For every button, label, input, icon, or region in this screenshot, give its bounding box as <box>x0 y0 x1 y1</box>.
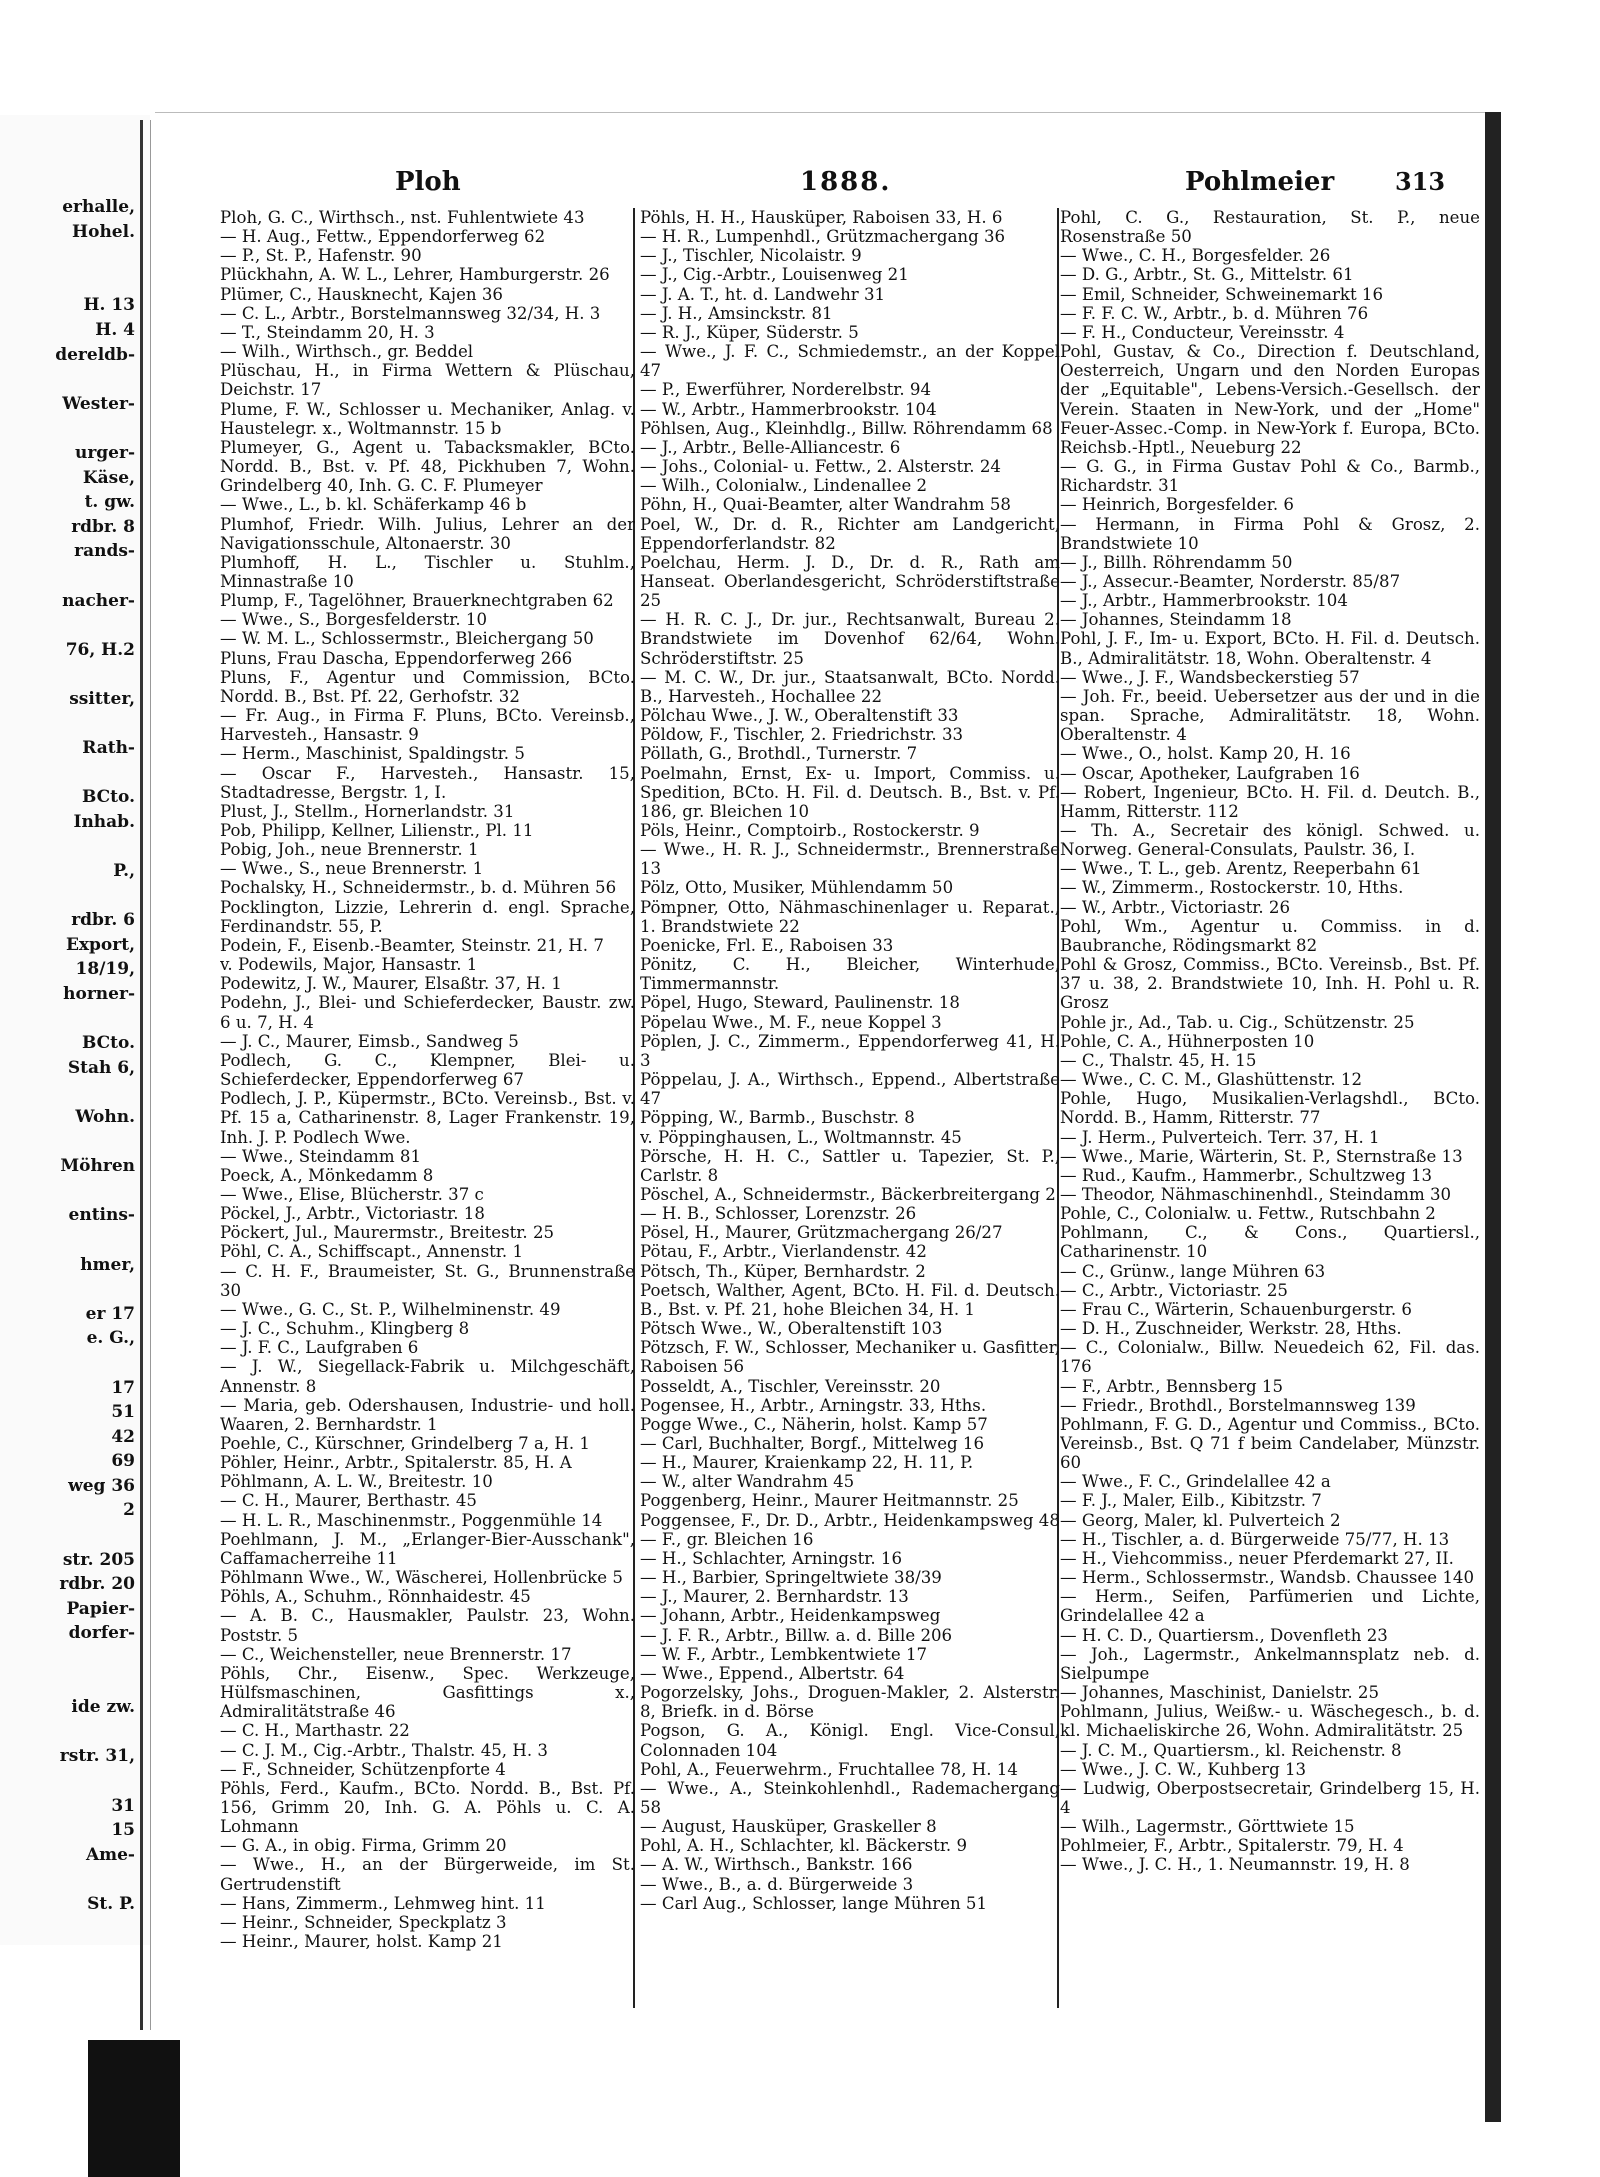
directory-entry: Posseldt, A., Tischler, Vereinsstr. 20 <box>640 1376 941 1396</box>
fragment-line <box>0 834 135 859</box>
fragment-line: Wester- <box>62 393 135 414</box>
directory-entry: — C., Arbtr., Victoriastr. 25 <box>1060 1280 1288 1300</box>
directory-entry: — J. F. R., Arbtr., Billw. a. d. Bille 206 <box>640 1625 953 1645</box>
directory-entry: — C., Weichensteller, neue Brennerstr. 17 <box>220 1644 572 1664</box>
directory-entry: — Wwe., S., Borgesfelderstr. 10 <box>220 610 488 630</box>
directory-entry: — Wwe., Eppend., Albertstr. 64 <box>640 1663 905 1683</box>
directory-entry: Pobig, Joh., neue Brennerstr. 1 <box>220 840 479 860</box>
fragment-line <box>0 1080 135 1105</box>
directory-entry: — H., Schlachter, Arningstr. 16 <box>640 1548 903 1568</box>
fragment-line: erhalle, <box>62 197 135 217</box>
directory-entry: Pöpel, Hugo, Steward, Paulinenstr. 18 <box>640 993 960 1013</box>
directory-entry: Pöpelau Wwe., M. F., neue Koppel 3 <box>640 1012 942 1032</box>
directory-entry: — W., Zimmerm., Rostockerstr. 10, Hths. <box>1060 878 1404 898</box>
directory-entry: Poeck, A., Mönkedamm 8 <box>220 1165 434 1185</box>
directory-entry: — Wilh., Colonialw., Lindenallee 2 <box>640 476 928 496</box>
header-left-catchword: Ploh <box>395 167 461 197</box>
directory-entry: — Oscar, Apotheker, Laufgraben 16 <box>1060 763 1360 783</box>
directory-entry: — H. B., Schlosser, Lorenzstr. 26 <box>640 1204 917 1224</box>
directory-entry: — Johs., Colonial- u. Fettw., 2. Alsterstr. 24 <box>640 457 1001 477</box>
directory-entry: — W. F., Arbtr., Lembkentwiete 17 <box>640 1644 928 1664</box>
directory-entry: — J. A. T., ht. d. Landwehr 31 <box>640 284 886 304</box>
fragment-line: horner- <box>63 984 135 1004</box>
directory-entry: Podlech, G. C., Klempner, Blei- u. Schieferdecker, Eppendorferweg 67 <box>220 1050 635 1090</box>
directory-entry: — Hans, Zimmerm., Lehmweg hint. 11 <box>220 1893 546 1913</box>
directory-entry: — J. C., Schuhm., Klingberg 8 <box>220 1319 470 1339</box>
directory-entry: — Maria, geb. Odershausen, Industrie- und holl. Waaren, 2. Bernhardstr. 1 <box>220 1395 635 1434</box>
directory-entry: — H. R., Lumpenhdl., Grützmachergang 36 <box>640 227 1006 247</box>
fragment-line <box>0 367 135 392</box>
directory-entry: — Wwe., Elise, Blücherstr. 37 c <box>220 1184 484 1204</box>
directory-entry: Pohl, C. G., Restauration, St. P., neue Rosenstraße 50 <box>1060 208 1480 247</box>
directory-entry: Pöppelau, J. A., Wirthsch., Eppend., Albertstraße 47 <box>640 1070 1060 1109</box>
directory-entry: Poehle, C., Kürschner, Grindelberg 7 a, H. 1 <box>220 1434 590 1453</box>
directory-entry: — H. L. R., Maschinenmstr., Poggenmühle 14 <box>220 1510 603 1530</box>
directory-entry: Pohle jr., Ad., Tab. u. Cig., Schützenstr. 25 <box>1060 1012 1415 1032</box>
directory-entry: Pöhler, Heinr., Arbtr., Spitalerstr. 85, H. A <box>220 1453 572 1473</box>
directory-entry: — Wilh., Lagermstr., Görttwiete 15 <box>1060 1817 1355 1837</box>
page-edge-shadow <box>1485 112 1501 2122</box>
fragment-line <box>0 1351 135 1376</box>
directory-entry: Pöhlmann, A. L. W., Breitestr. 10 <box>220 1472 493 1492</box>
directory-entry: — Wwe., J. F., Wandsbeckerstieg 57 <box>1060 667 1360 687</box>
fragment-line: Hohel. <box>72 221 135 242</box>
directory-entry: Pöhlsen, Aug., Kleinhdlg., Billw. Röhrendamm 68 <box>640 418 1053 438</box>
directory-entry: — D. G., Arbtr., St. G., Mittelstr. 61 <box>1060 265 1354 285</box>
fragment-line: urger- <box>74 442 135 463</box>
directory-entry: — H. C. D., Quartiersm., Dovenfleth 23 <box>1060 1625 1388 1645</box>
directory-entry: — F. F. C. W., Arbtr., b. d. Mühren 76 <box>1060 303 1369 323</box>
directory-entry: — C. H., Marthastr. 22 <box>220 1721 410 1741</box>
fragment-line: e. G., <box>86 1328 135 1349</box>
directory-entry: — G. G., in Firma Gustav Pohl & Co., Barmb., Richardstr. 31 <box>1060 457 1480 496</box>
directory-entry: — Herm., Maschinist, Spaldingstr. 5 <box>220 744 525 764</box>
directory-entry: — J. F. C., Laufgraben 6 <box>220 1338 419 1358</box>
column-1 <box>220 208 635 1998</box>
fragment-line: BCto. <box>81 787 135 808</box>
fragment-line: 51 <box>111 1402 135 1423</box>
directory-entry: Podein, F., Eisenb.-Beamter, Steinstr. 21, H. 7 <box>220 935 604 955</box>
directory-entry: Plust, J., Stellm., Hornerlandstr. 31 <box>220 801 515 821</box>
directory-entry: — Heinr., Maurer, holst. Kamp 21 <box>220 1932 503 1952</box>
directory-entry: — H., Maurer, Kraienkamp 22, H. 11, P. <box>640 1453 974 1473</box>
fragment-line: rstr. 31, <box>59 1746 135 1767</box>
fragment-line <box>0 564 135 589</box>
fragment-line <box>0 1646 135 1671</box>
directory-entry: — J., Arbtr., Belle-Alliancestr. 6 <box>640 437 901 457</box>
directory-entry: Pohlmann, C., & Cons., Quartiersl., Catharinenstr. 10 <box>1060 1223 1480 1262</box>
directory-entry: Pob, Philipp, Kellner, Lilienstr., Pl. 11 <box>220 821 534 840</box>
directory-entry: — Hermann, in Firma Pohl & Grosz, 2. Brandstwiete 10 <box>1060 514 1480 553</box>
fragment-line: entins- <box>68 1205 135 1226</box>
directory-entry: — Fr. Aug., in Firma F. Pluns, BCto. Vereinsb., Harvesteh., Hansastr. 9 <box>220 706 635 745</box>
directory-entry: — Wwe., F. C., Grindelallee 42 a <box>1060 1472 1331 1492</box>
directory-entry: Ploh, G. C., Wirthsch., nst. Fuhlentwiete 43 <box>220 208 585 227</box>
fragment-line: weg 36 <box>68 1475 135 1496</box>
directory-entry: — D. H., Zuschneider, Werkstr. 28, Hths. <box>1060 1319 1402 1339</box>
fragment-line: rdbr. 6 <box>71 910 135 931</box>
fragment-line: dereldb- <box>55 344 135 365</box>
directory-entry: Pohl, Wm., Agentur u. Commiss. in d. Baubranche, Rödingsmarkt 82 <box>1060 916 1480 955</box>
directory-entry: Poetsch, Walther, Agent, BCto. H. Fil. d. Deutsch. B., Bst. v. Pf. 21, hohe Bleichen 34, H. 1 <box>640 1280 1060 1319</box>
fragment-line: 15 <box>111 1820 135 1841</box>
directory-entry: — Joh. Fr., beeid. Uebersetzer aus der und in die span. Sprache, Admiralitätstr. 18, Wohn. Oberaltenstr. 4 <box>1060 686 1480 745</box>
fragment-line: ide zw. <box>71 1697 135 1718</box>
directory-entry: — Wwe., L., b. kl. Schäferkamp 46 b <box>220 495 527 515</box>
directory-entry: Pohlmeier, F., Arbtr., Spitalerstr. 79, H. 4 <box>1060 1836 1404 1856</box>
directory-entry: — Frau C., Wärterin, Schauenburgerstr. 6 <box>1060 1299 1412 1319</box>
directory-entry: — Wwe., Steindamm 81 <box>220 1146 421 1166</box>
directory-entry: Pötau, F., Arbtr., Vierlandenstr. 42 <box>640 1242 927 1262</box>
directory-entry: Poelchau, Herm. J. D., Dr. d. R., Rath am Hanseat. Oberlandesgericht, Schröderstiftstraße 25 <box>640 552 1060 611</box>
fragment-line <box>0 416 135 441</box>
fragment-line: P., <box>113 861 135 882</box>
fragment-line: er 17 <box>85 1303 135 1324</box>
directory-entry: — J., Maurer, 2. Bernhardstr. 13 <box>640 1587 909 1607</box>
directory-entry: Pohlmann, Julius, Weißw.- u. Wäschegesch., b. d. kl. Michaeliskirche 26, Wohn. Admiralitätstr. 25 <box>1060 1702 1480 1741</box>
directory-entry: v. Podewils, Major, Hansastr. 1 <box>220 955 478 975</box>
directory-entry: Poel, W., Dr. d. R., Richter am Landgericht, Eppendorferlandstr. 82 <box>640 514 1060 553</box>
directory-entry: Pösel, H., Maurer, Grützmachergang 26/27 <box>640 1223 1003 1243</box>
fragment-line <box>0 613 135 638</box>
fragment-line: ssitter, <box>69 688 135 709</box>
directory-entry: Podewitz, J. W., Maurer, Elsaßtr. 37, H. 1 <box>220 974 562 994</box>
directory-entry: Pöldow, F., Tischler, 2. Friedrichstr. 33 <box>640 725 964 745</box>
directory-entry: Pohl & Grosz, Commiss., BCto. Vereinsb., Bst. Pf. 37 u. 38, 2. Brandstwiete 10, Inh. H. Pohl u. R. Grosz <box>1060 955 1480 1013</box>
fragment-line: rands- <box>74 541 135 562</box>
binding-strip <box>88 2040 180 2177</box>
directory-entry: — Wwe., J. F. C., Schmiedemstr., an der Koppel 47 <box>640 342 1060 381</box>
directory-entry: — H. R. C. J., Dr. jur., Rechtsanwalt, Bureau 2. Brandstwiete im Dovenhof 62/64, Wohn. Schröderstiftstr. 25 <box>640 610 1060 668</box>
directory-entry: — H., Viehcommiss., neuer Pferdemarkt 27, II. <box>1060 1548 1454 1568</box>
fragment-line: 18/19, <box>75 959 135 980</box>
directory-entry: Pöckert, Jul., Maurermstr., Breitestr. 25 <box>220 1223 555 1243</box>
column-2 <box>640 208 1060 1998</box>
directory-entry: Pohl, A., Feuerwehrm., Fruchtallee 78, H. 14 <box>640 1759 1018 1779</box>
directory-entry: — J., Arbtr., Hammerbrookstr. 104 <box>1060 591 1348 611</box>
directory-entry: — Herm., Schlossermstr., Wandsb. Chaussee 140 <box>1060 1568 1475 1588</box>
directory-entry: — T., Steindamm 20, H. 3 <box>220 322 435 342</box>
directory-entry: Pöschel, A., Schneidermstr., Bäckerbreitergang 2 <box>640 1184 1056 1204</box>
directory-entry: — J., Billh. Röhrendamm 50 <box>1060 552 1293 572</box>
fragment-line: Käse, <box>82 467 135 488</box>
fragment-line: nacher- <box>62 590 135 611</box>
directory-entry: Plüschau, H., in Firma Wettern & Plüschau, Deichstr. 17 <box>220 361 635 400</box>
directory-entry: Pogensee, H., Arbtr., Arningstr. 33, Hths. <box>640 1395 987 1415</box>
directory-entry: Plumhoff, H. L., Tischler u. Stuhlm., Minnastraße 10 <box>220 552 635 591</box>
page-header <box>155 163 1475 207</box>
directory-entry: — H., Tischler, a. d. Bürgerweide 75/77, H. 13 <box>1060 1529 1450 1549</box>
directory-entry: Plume, F. W., Schlosser u. Mechaniker, Anlag. v. Haustelegr. x., Woltmannstr. 15 b <box>220 399 635 438</box>
directory-entry: — Georg, Maler, kl. Pulverteich 2 <box>1060 1510 1341 1530</box>
directory-entry: — C., Grünw., lange Mühren 63 <box>1060 1261 1326 1281</box>
directory-entry: — Oscar F., Harvesteh., Hansastr. 15, Stadtadresse, Bergstr. 1, I. <box>220 763 635 802</box>
directory-entry: Pohle, C., Colonialw. u. Fettw., Rutschbahn 2 <box>1060 1204 1436 1224</box>
directory-entry: Pohle, C. A., Hühnerposten 10 <box>1060 1031 1315 1051</box>
header-year: 1888. <box>800 167 892 197</box>
directory-entry: Pöhn, H., Quai-Beamter, alter Wandrahm 58 <box>640 495 1011 515</box>
directory-entry: — Wwe., A., Steinkohlenhdl., Rademachergang 58 <box>640 1778 1060 1817</box>
directory-entry: Pöplen, J. C., Zimmerm., Eppendorferweg 41, H. 3 <box>640 1031 1060 1070</box>
fragment-line: H. 4 <box>95 319 135 340</box>
directory-entry: — Wwe., T. L., geb. Arentz, Reeperbahn 61 <box>1060 859 1422 879</box>
directory-entry: — Th. A., Secretair des königl. Schwed. u. Norweg. General-Consulats, Paulstr. 36, I. <box>1060 821 1480 860</box>
directory-entry: — C. L., Arbtr., Borstelmannsweg 32/34, H. 3 <box>220 303 601 323</box>
directory-entry: Pötsch, Th., Küper, Bernhardstr. 2 <box>640 1261 926 1281</box>
directory-entry: Pöhls, Chr., Eisenw., Spec. Werkzeuge, Hülfsmaschinen, Gasfittings x., Admiralitätstraße 46 <box>220 1663 635 1722</box>
directory-entry: Pötsch Wwe., W., Oberaltenstift 103 <box>640 1319 943 1339</box>
directory-entry: Pochalsky, H., Schneidermstr., b. d. Mühren 56 <box>220 878 617 898</box>
directory-entry: Pöhlmann Wwe., W., Wäscherei, Hollenbrücke 5 <box>220 1568 623 1588</box>
directory-entry: Pöhls, Ferd., Kaufm., BCto. Nordd. B., Bst. Pf. 156, Grimm 20, Inh. G. A. Pöhls u. C. A. Lohmann <box>220 1778 635 1837</box>
fragment-line: hmer, <box>80 1254 135 1275</box>
fragment-line: Papier- <box>66 1598 135 1619</box>
fragment-line: Möhren <box>60 1156 135 1177</box>
fragment-line <box>0 244 135 269</box>
directory-entry: — Ludwig, Oberpostsecretair, Grindelberg 15, H. 4 <box>1060 1778 1480 1817</box>
directory-entry: — R. J., Küper, Süderstr. 5 <box>640 322 859 342</box>
fragment-line <box>0 1720 135 1745</box>
directory-entry: — P., St. P., Hafenstr. 90 <box>220 246 422 266</box>
directory-entry: Pöllath, G., Brothdl., Turnerstr. 7 <box>640 744 918 764</box>
directory-entry: Pöpping, W., Barmb., Buschstr. 8 <box>640 1108 915 1128</box>
directory-entry: — Wwe., B., a. d. Bürgerweide 3 <box>640 1874 914 1894</box>
fragment-line <box>0 1179 135 1204</box>
directory-entry: — F. J., Maler, Eilb., Kibitzstr. 7 <box>1060 1491 1322 1511</box>
directory-entry: Poelmahn, Ernst, Ex- u. Import, Commiss. u. Spedition, BCto. H. Fil. d. Deutsch. B., Bst. v. Pf. 186, gr. Bleichen 10 <box>640 763 1060 821</box>
fragment-line: 76, H.2 <box>65 639 135 660</box>
directory-entry: — P., Ewerführer, Norderelbstr. 94 <box>640 380 932 400</box>
fragment-line <box>0 1130 135 1155</box>
directory-entry: Pohle, Hugo, Musikalien-Verlagshdl., BCto. Nordd. B., Hamm, Ritterstr. 77 <box>1060 1089 1480 1128</box>
directory-entry: Pönitz, C. H., Bleicher, Winterhude, Timmermannstr. <box>640 955 1060 994</box>
directory-entry: — W., Arbtr., Victoriastr. 26 <box>1060 897 1291 917</box>
directory-entry: Pogson, G. A., Königl. Engl. Vice-Consul, Colonnaden 104 <box>640 1721 1060 1760</box>
fragment-line <box>0 711 135 736</box>
directory-entry: — Wwe., H. R. J., Schneidermstr., Brennerstraße 13 <box>640 840 1060 879</box>
directory-entry: Pluns, F., Agentur und Commission, BCto. Nordd. B., Bst. Pf. 22, Gerhofstr. 32 <box>220 667 635 706</box>
fragment-line <box>0 269 135 294</box>
directory-entry: — Theodor, Nähmaschinenhdl., Steindamm 30 <box>1060 1184 1452 1204</box>
directory-entry: Pömpner, Otto, Nähmaschinenlager u. Reparat., 1. Brandstwiete 22 <box>640 897 1060 936</box>
fragment-line: t. gw. <box>84 492 135 513</box>
directory-entry: — H. Aug., Fettw., Eppendorferweg 62 <box>220 227 546 247</box>
directory-entry: — J. C. M., Quartiersm., kl. Reichenstr. 8 <box>1060 1740 1402 1760</box>
directory-entry: — Wwe., S., neue Brennerstr. 1 <box>220 859 484 879</box>
directory-entry: — C. H., Maurer, Berthastr. 45 <box>220 1491 477 1511</box>
directory-entry: Pöhls, H. H., Hausküper, Raboisen 33, H. 6 <box>640 208 1003 227</box>
directory-entry: — Wwe., C. H., Borgesfelder. 26 <box>1060 246 1331 266</box>
page-number: 313 <box>1395 167 1446 196</box>
fragment-line: str. 205 <box>62 1549 135 1570</box>
directory-entry: Pöls, Heinr., Comptoirb., Rostockerstr. 9 <box>640 821 980 840</box>
directory-entry: — Johannes, Steindamm 18 <box>1060 610 1292 630</box>
directory-entry: — C. H. F., Braumeister, St. G., Brunnenstraße 30 <box>220 1261 635 1300</box>
directory-entry: — Heinr., Schneider, Speckplatz 3 <box>220 1912 507 1932</box>
directory-entry: — G. A., in obig. Firma, Grimm 20 <box>220 1836 507 1856</box>
directory-entry: — F., gr. Bleichen 16 <box>640 1529 814 1549</box>
directory-entry: — A. B. C., Hausmakler, Paulstr. 23, Wohn. Poststr. 5 <box>220 1606 635 1645</box>
directory-entry: Pöckel, J., Arbtr., Victoriastr. 18 <box>220 1204 485 1224</box>
directory-entry: Pogorzelsky, Johs., Droguen-Makler, 2. Alsterstr. 8, Briefk. in d. Börse <box>640 1683 1060 1722</box>
directory-entry: — Johannes, Maschinist, Danielstr. 25 <box>1060 1683 1380 1703</box>
directory-entry: — C. J. M., Cig.-Arbtr., Thalstr. 45, H. 3 <box>220 1740 548 1760</box>
directory-entry: Plückhahn, A. W. L., Lehrer, Hamburgerstr. 26 <box>220 265 610 285</box>
directory-entry: Poggensee, F., Dr. D., Arbtr., Heidenkampsweg 48 <box>640 1510 1060 1530</box>
directory-entry: — Wwe., H., an der Bürgerweide, im St. Gertrudenstift <box>220 1855 635 1894</box>
directory-entry: — C., Thalstr. 45, H. 15 <box>1060 1050 1257 1070</box>
directory-entry: Pohl, J. F., Im- u. Export, BCto. H. Fil. d. Deutsch. B., Admiralitätstr. 18, Wohn. Oberaltenstr. 4 <box>1060 629 1480 668</box>
fragment-line: Stah 6, <box>67 1057 135 1078</box>
directory-entry: Pörsche, H. H. C., Sattler u. Tapezier, St. P., Carlstr. 8 <box>640 1146 1060 1185</box>
directory-entry: — Rud., Kaufm., Hammerbr., Schultzweg 13 <box>1060 1165 1433 1185</box>
directory-entry: Plump, F., Tagelöhner, Brauerknechtgraben 62 <box>220 591 614 611</box>
directory-entry: — J., Tischler, Nicolaistr. 9 <box>640 246 862 266</box>
fragment-line <box>0 1671 135 1696</box>
fragment-line: Export, <box>65 934 135 955</box>
directory-entry: — F., Arbtr., Bennsberg 15 <box>1060 1376 1284 1396</box>
directory-entry: — Wwe., C. C. M., Glashüttenstr. 12 <box>1060 1070 1363 1090</box>
fragment-line: 31 <box>111 1795 135 1816</box>
directory-entry: — F. H., Conducteur, Vereinsstr. 4 <box>1060 322 1345 342</box>
previous-page-fragments <box>0 195 135 1975</box>
directory-entry: — J. Herm., Pulverteich. Terr. 37, H. 1 <box>1060 1127 1380 1147</box>
directory-entry: Pölchau Wwe., J. W., Oberaltenstift 33 <box>640 706 959 726</box>
directory-entry: Pohl, A. H., Schlachter, kl. Bäckerstr. 9 <box>640 1836 968 1856</box>
fragment-line: BCto. <box>81 1033 135 1054</box>
directory-entry: Plumeyer, G., Agent u. Tabacksmakler, BCto. Nordd. B., Bst. v. Pf. 48, Pickhuben 7, Wohn. Grindelberg 40, Inh. G. C. F. Plumeyer <box>220 437 635 496</box>
directory-entry: — Wwe., G. C., St. P., Wilhelminenstr. 49 <box>220 1299 561 1319</box>
fragment-line: rdbr. 20 <box>59 1574 135 1595</box>
directory-entry: Poggenberg, Heinr., Maurer Heitmannstr. 25 <box>640 1491 1019 1511</box>
fragment-line <box>0 761 135 786</box>
directory-entry: Pohlmann, F. G. D., Agentur und Commiss., BCto. Vereinsb., Bst. Q 71 f beim Candelaber, Münzstr. 60 <box>1060 1414 1480 1473</box>
directory-entry: Podehn, J., Blei- und Schieferdecker, Baustr. zw. 6 u. 7, H. 4 <box>220 993 635 1032</box>
directory-entry: Pogge Wwe., C., Näherin, holst. Kamp 57 <box>640 1414 988 1434</box>
directory-entry: — Wwe., J. C. H., 1. Neumannstr. 19, H. 8 <box>1060 1855 1410 1875</box>
fragment-line <box>0 1523 135 1548</box>
fragment-line: 69 <box>111 1451 135 1472</box>
directory-entry: Plümer, C., Hausknecht, Kajen 36 <box>220 284 503 304</box>
directory-entry: Pöhls, A., Schuhm., Rönnhaidestr. 45 <box>220 1587 531 1607</box>
directory-entry: Pohl, Gustav, & Co., Direction f. Deutschland, Oesterreich, Ungarn und den Norden Europas der „Equitable", Lebens-Versich.-Gesellsch. der Verein. Staaten in New-York, und der „Home" Feuer-Assec.-Comp. in New-York f. Europa, BCto. Reichsb.-Hptl., Neueburg 22 <box>1060 342 1480 457</box>
fragment-line <box>0 1769 135 1794</box>
fragment-line <box>0 1007 135 1032</box>
fragment-line: 42 <box>111 1426 135 1447</box>
directory-entry: — August, Hausküper, Graskeller 8 <box>640 1817 937 1837</box>
directory-entry: Poenicke, Frl. E., Raboisen 33 <box>640 935 894 955</box>
directory-entry: — Wwe., J. C. W., Kuhberg 13 <box>1060 1759 1307 1779</box>
fragment-line <box>0 1867 135 1892</box>
directory-page <box>155 112 1485 2013</box>
directory-entry: — Wwe., O., holst. Kamp 20, H. 16 <box>1060 744 1351 764</box>
directory-entry: — J., Assecur.-Beamter, Norderstr. 85/87 <box>1060 571 1401 591</box>
gutter-line-2 <box>150 120 151 2030</box>
directory-entry: Plumhof, Friedr. Wilh. Julius, Lehrer an der Navigationsschule, Altonaerstr. 30 <box>220 514 635 553</box>
fragment-line: 17 <box>111 1377 135 1398</box>
directory-entry: — C., Colonialw., Billw. Neuedeich 62, Fil. das. 176 <box>1060 1338 1480 1377</box>
directory-entry: — Carl Aug., Schlosser, lange Mühren 51 <box>640 1893 988 1913</box>
directory-entry: — J. W., Siegellack-Fabrik u. Milchgeschäft, Annenstr. 8 <box>220 1357 635 1396</box>
directory-entry: — W. M. L., Schlossermstr., Bleichergang 50 <box>220 629 594 649</box>
directory-entry: v. Pöppinghausen, L., Woltmannstr. 45 <box>640 1127 962 1147</box>
column-3 <box>1060 208 1480 1998</box>
directory-entry: — J. C., Maurer, Eimsb., Sandweg 5 <box>220 1031 519 1051</box>
directory-entry: — Carl, Buchhalter, Borgf., Mittelweg 16 <box>640 1434 985 1453</box>
header-right-catchword: Pohlmeier <box>1185 167 1335 197</box>
directory-entry: — J., Cig.-Arbtr., Louisenweg 21 <box>640 265 909 285</box>
directory-entry: — M. C. W., Dr. jur., Staatsanwalt, BCto. Nordd. B., Harvesteh., Hochallee 22 <box>640 667 1060 706</box>
directory-entry: — Joh., Lagermstr., Ankelmannsplatz neb. d. Sielpumpe <box>1060 1644 1480 1683</box>
directory-entry: Pötzsch, F. W., Schlosser, Mechaniker u. Gasfitter, Raboisen 56 <box>640 1338 1060 1377</box>
fragment-line <box>0 1277 135 1302</box>
directory-entry: Poehlmann, J. M., „Erlanger-Bier-Ausschank", Caffamacherreihe 11 <box>220 1529 635 1568</box>
directory-entry: — W., alter Wandrahm 45 <box>640 1472 855 1492</box>
directory-entry: — Heinrich, Borgesfelder. 6 <box>1060 495 1294 515</box>
fragment-line: Rath- <box>82 738 135 759</box>
fragment-line: rdbr. 8 <box>71 516 135 537</box>
directory-entry: Pluns, Frau Dascha, Eppendorferweg 266 <box>220 648 573 668</box>
directory-entry: — Robert, Ingenieur, BCto. H. Fil. d. Deutch. B., Hamm, Ritterstr. 112 <box>1060 782 1480 821</box>
directory-entry: — A. W., Wirthsch., Bankstr. 166 <box>640 1855 913 1875</box>
directory-entry: — Emil, Schneider, Schweinemarkt 16 <box>1060 284 1384 304</box>
directory-entry: — Friedr., Brothdl., Borstelmannsweg 139 <box>1060 1395 1416 1415</box>
directory-entry: Pocklington, Lizzie, Lehrerin d. engl. Sprache, Ferdinandstr. 55, P. <box>220 897 635 936</box>
fragment-line: St. P. <box>87 1893 135 1914</box>
fragment-line: 2 <box>123 1500 135 1521</box>
fragment-line: dorfer- <box>68 1623 135 1644</box>
directory-entry: Pölz, Otto, Musiker, Mühlendamm 50 <box>640 878 954 898</box>
fragment-line <box>0 884 135 909</box>
fragment-line: Wohn. <box>75 1106 135 1127</box>
gutter-line <box>140 120 143 2030</box>
fragment-line: Ame- <box>85 1844 135 1865</box>
directory-entry: — H., Barbier, Springeltwiete 38/39 <box>640 1568 942 1588</box>
fragment-line <box>0 1228 135 1253</box>
directory-entry: — Herm., Seifen, Parfümerien und Lichte, Grindelallee 42 a <box>1060 1587 1480 1626</box>
directory-entry: — Johann, Arbtr., Heidenkampsweg <box>640 1606 941 1626</box>
directory-entry: Podlech, J. P., Küpermstr., BCto. Vereinsb., Bst. v. Pf. 15 a, Catharinenstr. 8, Lager Frankenstr. 19, Inh. J. P. Podlech Wwe. <box>220 1089 635 1147</box>
directory-entry: — F., Schneider, Schützenpforte 4 <box>220 1759 506 1779</box>
directory-entry: — J. H., Amsinckstr. 81 <box>640 303 833 323</box>
directory-entry: — Wilh., Wirthsch., gr. Beddel <box>220 342 474 362</box>
fragment-line: Inhab. <box>73 811 135 832</box>
directory-entry: — W., Arbtr., Hammerbrookstr. 104 <box>640 399 937 419</box>
fragment-line <box>0 662 135 687</box>
directory-entry: — Wwe., Marie, Wärterin, St. P., Sternstraße 13 <box>1060 1146 1463 1166</box>
directory-entry: Pöhl, C. A., Schiffscapt., Annenstr. 1 <box>220 1242 524 1262</box>
fragment-line: H. 13 <box>83 295 135 316</box>
